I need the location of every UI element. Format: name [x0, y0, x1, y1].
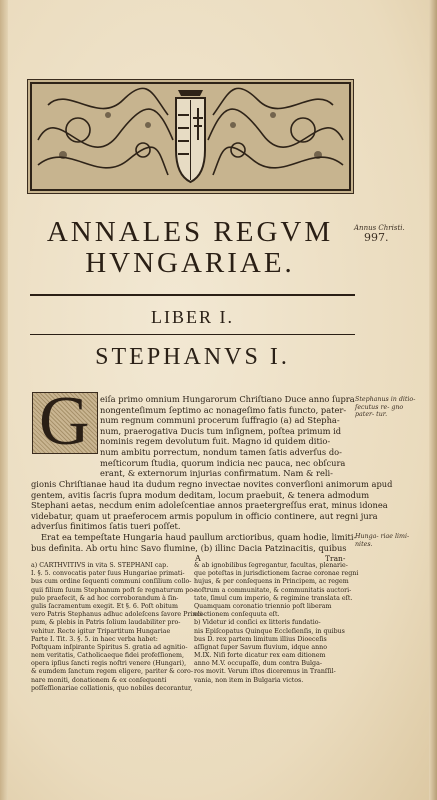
page-left-edge	[0, 0, 8, 800]
text-line: meſticorum ſtudia, quorum indicia nec pauca, nec obſcura	[100, 457, 346, 468]
footnote-line: nare moniti, donationem & ex conſequenti	[31, 676, 167, 684]
footnote-line: b) Videtur id conſici ex litteris fundatio-	[194, 619, 321, 627]
margin-year-note	[354, 224, 424, 242]
footnote-line: vehitur. Recte igitur Tripartitum Hungariae	[31, 627, 171, 635]
ornamental-headpiece	[27, 79, 354, 194]
footnote-line: pulo praefecit, & ad hoc corroborandum à ſin-	[31, 594, 179, 602]
footnote-line: noſtrum a communitate, & communitatis auctori-	[194, 586, 352, 594]
footnote-line: bus D. rex partem limitum illius Dioeceſis	[194, 635, 327, 643]
book-label: LIBER I.	[151, 307, 234, 327]
title-line-2: HVNGARIAE.	[85, 247, 295, 279]
footnote-line: pum, & plebis in Patris ſolium laudabiliter pro-	[31, 619, 181, 627]
footnote-line: ros movit. Verum iſtos diceremus in Tranſſil-	[194, 668, 336, 676]
signature-mark: A	[195, 554, 201, 563]
footnote-line: hujus, & per conſequens in Principem, ac regem	[194, 578, 349, 586]
footnote-line: M.IX. Niſi forte dicatur rex eam ditionem	[194, 652, 326, 660]
page-right-edge	[429, 0, 437, 800]
year-number: 997.	[364, 231, 389, 244]
footnote-line: vero Patris Stephanus adhuc adoleſcens ſavore Princi-	[31, 611, 205, 619]
text-line: Erat ea tempeſtate Hungaria haud paullum arctioribus, quam hodie, limiti-	[41, 531, 357, 542]
text-line: gentem, avitis ſacris ſupra modum deditam, locum praebuit, & tenera admodum	[31, 489, 370, 500]
footnote-line: & ab ignobilibus ſegregantur, facultas, plenarie-	[194, 562, 348, 569]
title-line-1: ANNALES REGVM	[46, 216, 334, 248]
footnote-line: que poteſtas in jurisdictionem ſacrae coronae regni	[194, 570, 359, 578]
footnote-line: nem veritatis, Catholicaeque fidei profeſſionem,	[31, 652, 185, 660]
marginal-note: Hunga- riae limi- nites.	[355, 533, 410, 548]
footnote-line: I. §. 5. convocatis pater ſuus Hungariae primati-	[31, 570, 185, 578]
body-text-indented	[100, 394, 355, 479]
text-line: nongenteſimum ſeptimo ac nonageſimo fatis functo, pater-	[100, 404, 347, 415]
text-line: adverſus finitimos ſatis tueri poſſet.	[31, 521, 181, 532]
footnote-line: Quamquam coronatio triennio poſt liberam	[194, 602, 332, 610]
footnote-line: & eumdem ſanctum regem eligere, pariter & coro-	[31, 668, 193, 676]
divider-rule	[30, 294, 355, 296]
footnote-line: opera ipſius ſancti regis noſtri venere (Hungari),	[31, 660, 187, 668]
chapter-heading: STEPHANVS I.	[95, 344, 290, 370]
footnote-line: Poſtquam inſpirante Spiritus S. gratia ad agnitio-	[31, 643, 188, 651]
text-line: gionis Chriſtianae haud ita dudum regno invectae novites converſioni animorum apud	[31, 479, 393, 489]
footnote-line: quii filium ſuum Stephanum poſt ſe regnaturum po-	[31, 586, 196, 594]
text-line: bus definita. Ab ortu hinc Savo flumine, (b) illinc Dacia Patzinacitis, quibus	[31, 542, 347, 553]
footnote-line: bus cum ordine ſequenti communi conſilium collo-	[31, 578, 192, 586]
text-line: erant, & externorum injurias confirmatum. Nam & reli-	[100, 468, 333, 479]
footnote-line: aſſignat ſuper Savum fluvium, idque anno	[194, 643, 327, 651]
drop-capital	[32, 383, 98, 460]
footnotes-left	[31, 562, 205, 693]
drop-capital-letter: G	[39, 383, 90, 460]
footnote-line: Parte I. Tit. 3. §. 5. in haec verba habet:	[31, 635, 158, 643]
footnote-line: tate, ſimul cum imperio, & regimine translata eſt.	[194, 594, 353, 602]
footnote-line: electionem conſequuta eſt.	[194, 611, 280, 619]
footnote-line: a) CARTHVITIVS in vita S. STEPHANI cap.	[31, 562, 169, 569]
footnotes-right	[194, 562, 359, 685]
marginal-note: Stephanus in ditio- ſecutus re- gno pater- tur.	[355, 396, 416, 418]
text-line: num ambitu porrectum, nondum tamen ſatis adverſus do-	[100, 446, 342, 457]
text-line: videbatur, quam ut praeferocem armis populum in officio continere, aut regni jura	[31, 510, 378, 521]
footnote-line: poſſeſſionariae collationis, quo nobiles decorantur,	[31, 684, 193, 692]
divider-rule	[30, 334, 355, 335]
text-line: num regnum communi procerum ſuffragio (a) ad Stepha-	[100, 415, 340, 426]
text-line: eiſa primo omnium Hungarorum Chriſtiano Duce anno ſupra	[100, 394, 355, 404]
text-line: nominis regem devolutum fuit. Magno id quidem ditio-	[100, 436, 331, 447]
footnote-line: nis Epiſcopatus Quinque Eccleſienſis, in quibus	[194, 627, 345, 635]
footnote-line: vania, non item in Bulgaria victos.	[194, 676, 304, 684]
catchword: Tran-	[325, 554, 346, 563]
year-label: Annus Christi.	[354, 224, 405, 232]
text-line: Stephani aetas, necdum enim adoleſcentiae annos praetergreſſus erat, minus idonea	[31, 500, 388, 511]
footnote-line: gulis ſacramentum exegit. Et §. 6. Poſt obitum	[31, 602, 178, 610]
footnote-line: anno M.V. occupaſſe, dum contra Bulga-	[194, 660, 322, 668]
text-line: num, praerogativa Ducis tum inſignem, poſtea primum id	[100, 425, 342, 436]
